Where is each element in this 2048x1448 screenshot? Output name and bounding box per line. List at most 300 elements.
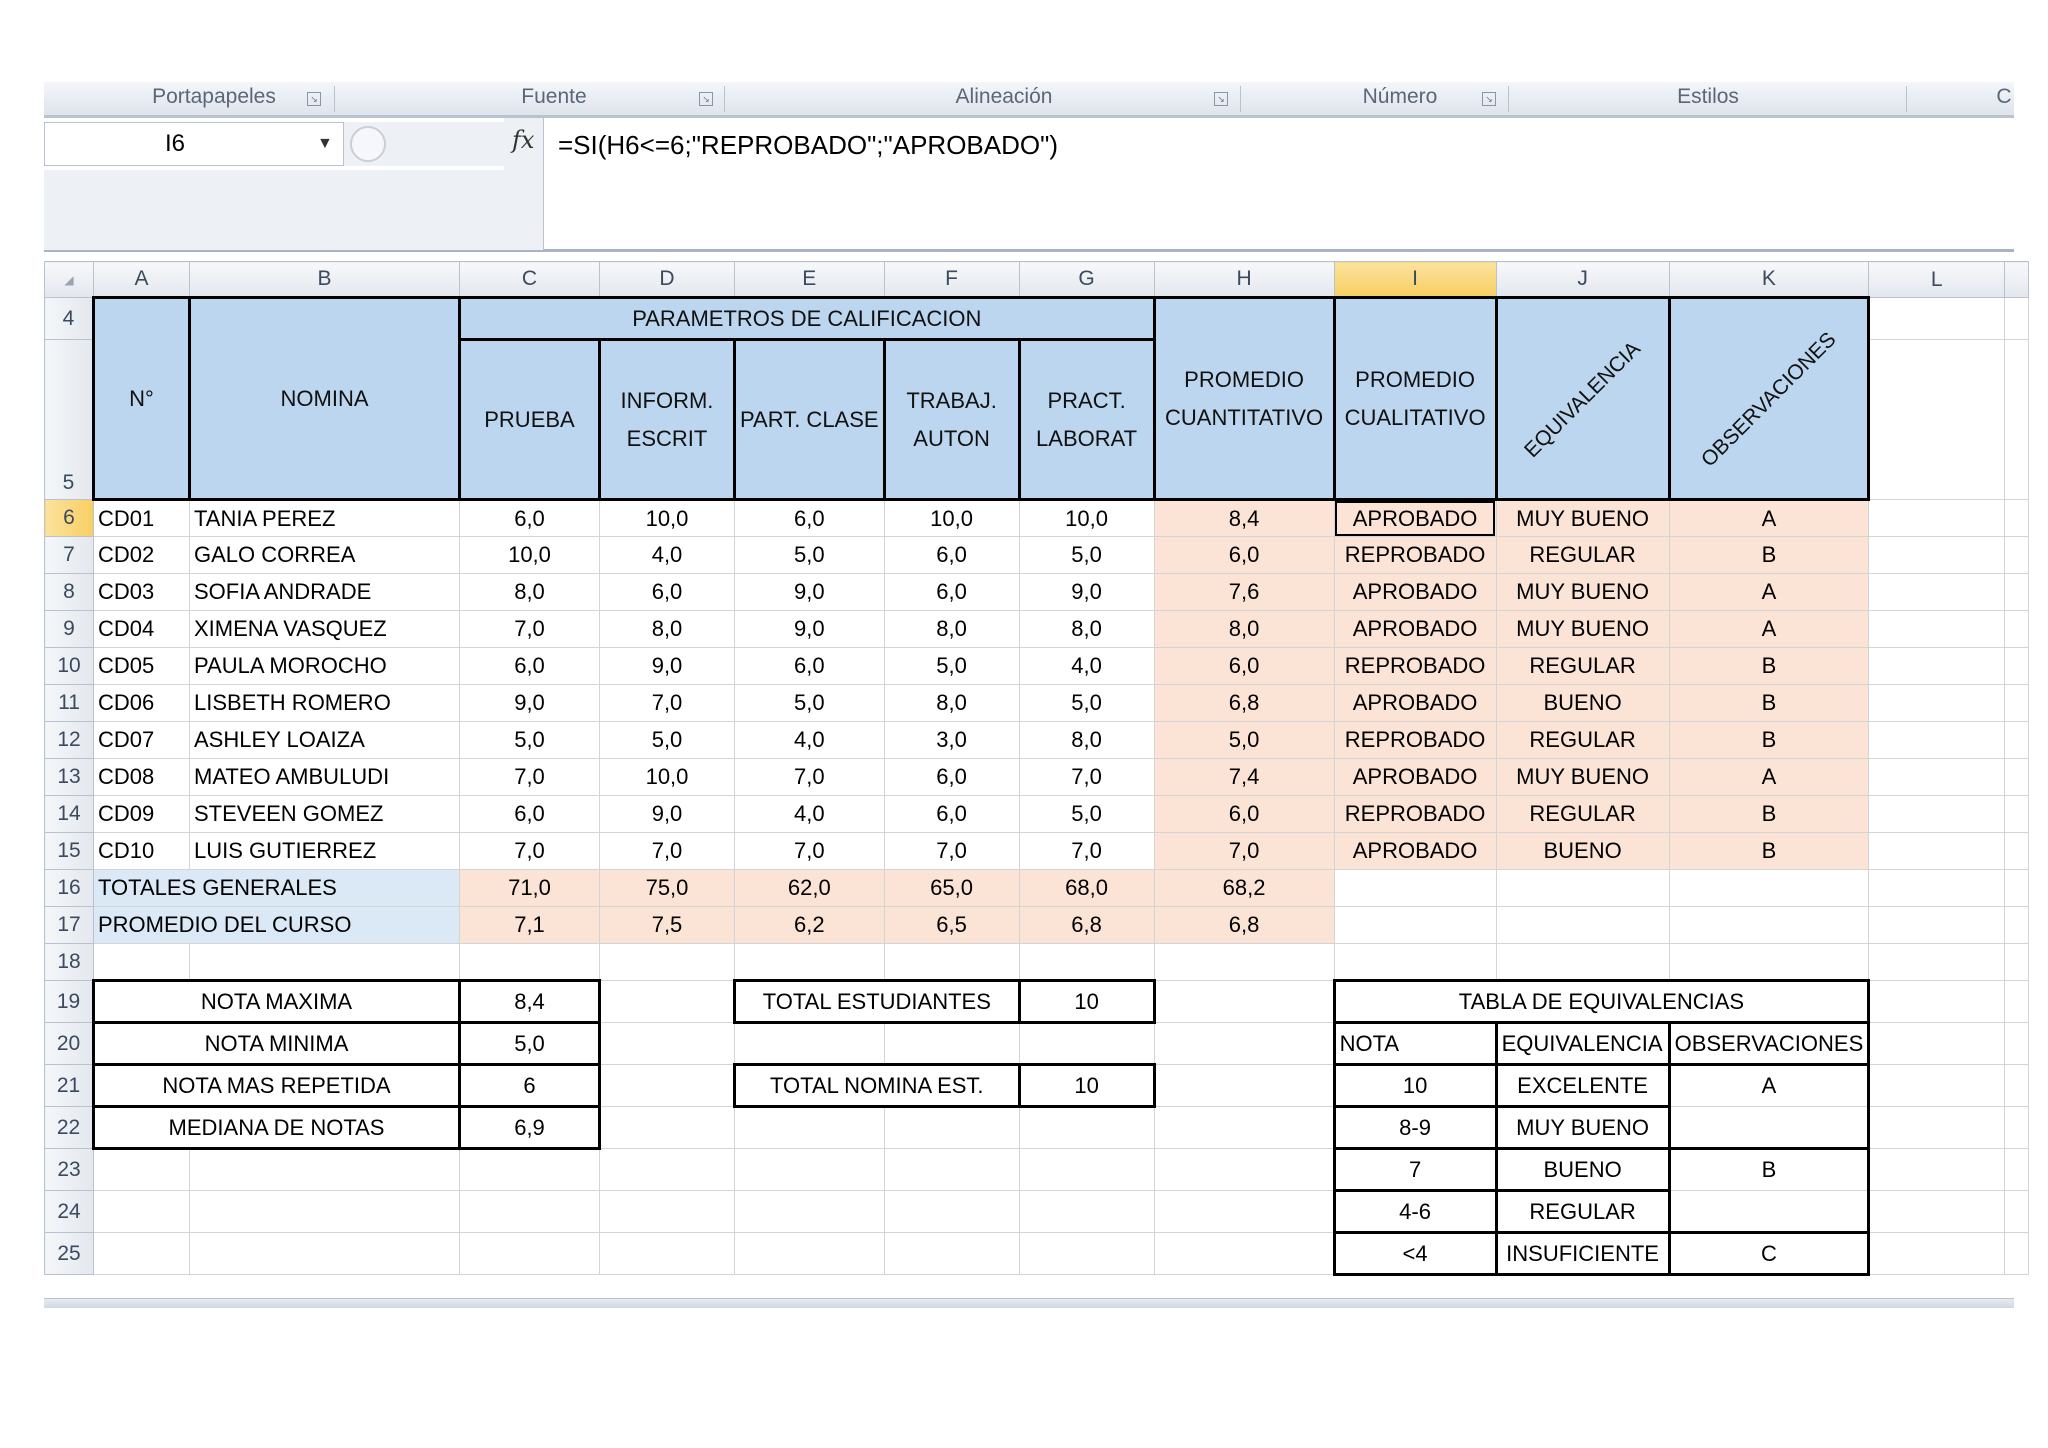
cell[interactable] [600,1107,735,1149]
count-nomina-value[interactable]: 10 [1019,1065,1154,1107]
cell[interactable] [1154,1191,1334,1233]
cell-trabaj[interactable]: 6,0 [884,574,1019,611]
row-header-21[interactable]: 21 [45,1065,94,1107]
cell[interactable] [190,944,460,981]
cell-promedio-cuantitativo[interactable]: 7,4 [1154,759,1334,796]
cell[interactable] [2005,500,2029,537]
cell-observaciones[interactable]: B [1669,685,1869,722]
cell[interactable] [1496,907,1669,944]
cell[interactable] [1869,722,2005,759]
column-header-k[interactable]: K [1669,262,1869,298]
cell[interactable] [735,944,885,981]
row-header-25[interactable]: 25 [45,1233,94,1275]
cell[interactable] [2005,1065,2029,1107]
column-header-a[interactable]: A [94,262,190,298]
row-header-18[interactable]: 18 [45,944,94,981]
avg-part[interactable]: 6,2 [735,907,885,944]
column-header-i[interactable]: I [1334,262,1496,298]
cell[interactable] [1869,574,2005,611]
cell[interactable] [1334,870,1496,907]
cell[interactable] [1496,944,1669,981]
cell[interactable] [2005,574,2029,611]
cell-part[interactable]: 6,0 [735,500,885,537]
cell[interactable] [2005,1233,2029,1275]
formula-input[interactable]: =SI(H6<=6;"REPROBADO";"APROBADO") [558,130,1059,160]
cell-student-name[interactable]: LUIS GUTIERREZ [190,833,460,870]
column-header-h[interactable]: H [1154,262,1334,298]
cell-pract[interactable]: 5,0 [1019,685,1154,722]
cell-promedio-cualitativo[interactable]: REPROBADO [1334,722,1496,759]
chevron-down-icon[interactable]: ▼ [317,135,333,152]
cell[interactable] [2005,1107,2029,1149]
cell[interactable] [1869,907,2005,944]
cell[interactable] [1869,1233,2005,1275]
total-part[interactable]: 62,0 [735,870,885,907]
total-inform[interactable]: 75,0 [600,870,735,907]
cell-equivalencia[interactable]: REGULAR [1496,537,1669,574]
cell-student-name[interactable]: MATEO AMBULUDI [190,759,460,796]
row-header-10[interactable]: 10 [45,648,94,685]
stat-max-value[interactable]: 8,4 [460,981,600,1023]
cell-promedio-cualitativo[interactable]: APROBADO [1334,833,1496,870]
dialog-launcher-icon[interactable]: ↘ [699,92,713,106]
cell[interactable] [600,1233,735,1275]
equiv-nota-3[interactable]: 4-6 [1334,1191,1496,1233]
cell[interactable] [1869,944,2005,981]
active-cell[interactable]: APROBADO [1334,500,1496,537]
cell[interactable] [460,944,600,981]
cell-promedio-cualitativo[interactable]: APROBADO [1334,611,1496,648]
cell[interactable] [1154,1065,1334,1107]
cell[interactable] [884,1191,1019,1233]
cell[interactable] [2005,759,2029,796]
stat-max-label[interactable]: NOTA MAXIMA [94,981,460,1023]
avg-prueba[interactable]: 7,1 [460,907,600,944]
cell-observaciones[interactable]: A [1669,759,1869,796]
avg-pract[interactable]: 6,8 [1019,907,1154,944]
cell-inform[interactable]: 7,0 [600,685,735,722]
equiv-nota-4[interactable]: <4 [1334,1233,1496,1275]
row-header-12[interactable]: 12 [45,722,94,759]
cell[interactable] [600,1149,735,1191]
total-prueba[interactable]: 71,0 [460,870,600,907]
cell-promedio-cuantitativo[interactable]: 7,6 [1154,574,1334,611]
cell-student-code[interactable]: CD09 [94,796,190,833]
cell[interactable] [190,1149,460,1191]
cell-pract[interactable]: 5,0 [1019,796,1154,833]
cell[interactable] [1869,611,2005,648]
cell[interactable] [1669,944,1869,981]
cell[interactable] [1154,944,1334,981]
total-pract[interactable]: 68,0 [1019,870,1154,907]
row-header-8[interactable]: 8 [45,574,94,611]
row-header-14[interactable]: 14 [45,796,94,833]
cell-observaciones[interactable]: B [1669,722,1869,759]
stat-mode-value[interactable]: 6 [460,1065,600,1107]
cell[interactable] [600,1023,735,1065]
cell-promedio-cuantitativo[interactable]: 8,4 [1154,500,1334,537]
cell-inform[interactable]: 9,0 [600,648,735,685]
ribbon-group-portapapeles[interactable]: Portapapeles [152,85,276,108]
cell-part[interactable]: 7,0 [735,833,885,870]
cell[interactable] [2005,722,2029,759]
cell[interactable] [1019,1023,1154,1065]
header-inform[interactable]: INFORM. ESCRIT [600,340,735,500]
header-part-clase[interactable]: PART. CLASE [735,340,885,500]
equiv-equiv-2[interactable]: BUENO [1496,1149,1669,1191]
cell[interactable] [600,1065,735,1107]
cell-part[interactable]: 5,0 [735,537,885,574]
equiv-nota-0[interactable]: 10 [1334,1065,1496,1107]
dialog-launcher-icon[interactable]: ↘ [307,92,321,106]
cell[interactable] [1869,685,2005,722]
equiv-header-observaciones[interactable]: OBSERVACIONES [1669,1023,1869,1065]
cell[interactable] [1869,648,2005,685]
cell-trabaj[interactable]: 5,0 [884,648,1019,685]
cell[interactable] [460,1191,600,1233]
ribbon-group-estilos[interactable]: Estilos [1677,85,1739,108]
cell-inform[interactable]: 4,0 [600,537,735,574]
cell-observaciones[interactable]: B [1669,796,1869,833]
cell[interactable] [1869,1023,2005,1065]
cell[interactable] [1869,298,2005,340]
cell[interactable] [735,1233,885,1275]
row-header-22[interactable]: 22 [45,1107,94,1149]
cell-inform[interactable]: 9,0 [600,796,735,833]
cell-prueba[interactable]: 6,0 [460,796,600,833]
cell-student-code[interactable]: CD10 [94,833,190,870]
cell-student-name[interactable]: GALO CORREA [190,537,460,574]
cell-prueba[interactable]: 10,0 [460,537,600,574]
cell-student-code[interactable]: CD06 [94,685,190,722]
equiv-obs-1[interactable] [1669,1107,1869,1149]
column-header-m[interactable] [2005,262,2029,298]
cell-promedio-cualitativo[interactable]: REPROBADO [1334,796,1496,833]
cell[interactable] [1869,500,2005,537]
dialog-launcher-icon[interactable]: ↘ [1214,92,1228,106]
row-header-24[interactable]: 24 [45,1191,94,1233]
totals-label[interactable]: TOTALES GENERALES [94,870,460,907]
cell[interactable] [2005,833,2029,870]
equiv-obs-2[interactable]: B [1669,1149,1869,1191]
stat-median-label[interactable]: MEDIANA DE NOTAS [94,1107,460,1149]
cell[interactable] [1019,1107,1154,1149]
header-trabaj[interactable]: TRABAJ. AUTON [884,340,1019,500]
cell-inform[interactable]: 10,0 [600,500,735,537]
fx-icon[interactable]: fx [512,126,535,154]
cell[interactable] [1869,340,2005,500]
cell[interactable] [884,944,1019,981]
sheet-tab-bar[interactable] [44,1298,2014,1308]
cell-equivalencia[interactable]: REGULAR [1496,796,1669,833]
cell[interactable] [2005,298,2029,340]
column-header-c[interactable]: C [460,262,600,298]
cell[interactable] [2005,1149,2029,1191]
cell[interactable] [1869,833,2005,870]
row-header-5[interactable]: 5 [45,340,94,500]
cell[interactable] [1869,870,2005,907]
cell-promedio-cuantitativo[interactable]: 7,0 [1154,833,1334,870]
row-header-17[interactable]: 17 [45,907,94,944]
cell-pract[interactable]: 8,0 [1019,611,1154,648]
cell[interactable] [94,1233,190,1275]
header-nomina[interactable]: NOMINA [190,298,460,500]
cell-promedio-cuantitativo[interactable]: 5,0 [1154,722,1334,759]
avg-trabaj[interactable]: 6,5 [884,907,1019,944]
equiv-nota-2[interactable]: 7 [1334,1149,1496,1191]
cell-student-code[interactable]: CD05 [94,648,190,685]
cell-observaciones[interactable]: A [1669,500,1869,537]
row-header-23[interactable]: 23 [45,1149,94,1191]
cell-inform[interactable]: 6,0 [600,574,735,611]
cell-prueba[interactable]: 7,0 [460,833,600,870]
cell-student-code[interactable]: CD03 [94,574,190,611]
cell-student-code[interactable]: CD08 [94,759,190,796]
row-header-15[interactable]: 15 [45,833,94,870]
cell-trabaj[interactable]: 6,0 [884,796,1019,833]
cell[interactable] [600,981,735,1023]
cell[interactable] [2005,981,2029,1023]
dialog-launcher-icon[interactable]: ↘ [1482,92,1496,106]
stat-min-value[interactable]: 5,0 [460,1023,600,1065]
cell-inform[interactable]: 8,0 [600,611,735,648]
cell-promedio-cualitativo[interactable]: REPROBADO [1334,648,1496,685]
header-parametros[interactable]: PARAMETROS DE CALIFICACION [460,298,1155,340]
cell-part[interactable]: 7,0 [735,759,885,796]
cell-student-name[interactable]: TANIA PEREZ [190,500,460,537]
cell[interactable] [190,1233,460,1275]
cell-student-name[interactable]: ASHLEY LOAIZA [190,722,460,759]
cell-prueba[interactable]: 7,0 [460,759,600,796]
cell-equivalencia[interactable]: MUY BUENO [1496,611,1669,648]
cell[interactable] [884,1023,1019,1065]
cell[interactable] [1869,981,2005,1023]
cell-promedio-cualitativo[interactable]: APROBADO [1334,759,1496,796]
cell[interactable] [1019,1149,1154,1191]
cell[interactable] [2005,537,2029,574]
row-header-19[interactable]: 19 [45,981,94,1023]
cell-student-code[interactable]: CD07 [94,722,190,759]
cell[interactable] [94,1191,190,1233]
cell[interactable] [94,944,190,981]
column-header-f[interactable]: F [884,262,1019,298]
cell-promedio-cuantitativo[interactable]: 6,0 [1154,537,1334,574]
equiv-header-nota[interactable]: NOTA [1334,1023,1496,1065]
column-header-g[interactable]: G [1019,262,1154,298]
cell[interactable] [735,1023,885,1065]
cell-equivalencia[interactable]: MUY BUENO [1496,500,1669,537]
avg-promedio[interactable]: 6,8 [1154,907,1334,944]
cell[interactable] [1869,759,2005,796]
cell-pract[interactable]: 9,0 [1019,574,1154,611]
cell[interactable] [1669,907,1869,944]
cell-promedio-cuantitativo[interactable]: 8,0 [1154,611,1334,648]
stat-median-value[interactable]: 6,9 [460,1107,600,1149]
cell-pract[interactable]: 4,0 [1019,648,1154,685]
cell-equivalencia[interactable]: BUENO [1496,833,1669,870]
cell[interactable] [1154,1107,1334,1149]
ribbon-group-alineacion[interactable]: Alineación [955,85,1053,108]
cell-inform[interactable]: 5,0 [600,722,735,759]
equiv-obs-4[interactable]: C [1669,1233,1869,1275]
column-header-b[interactable]: B [190,262,460,298]
equiv-table-title[interactable]: TABLA DE EQUIVALENCIAS [1334,981,1869,1023]
cell-part[interactable]: 9,0 [735,611,885,648]
cell[interactable] [1334,907,1496,944]
cell-equivalencia[interactable]: REGULAR [1496,722,1669,759]
cell-observaciones[interactable]: B [1669,537,1869,574]
cell-part[interactable]: 6,0 [735,648,885,685]
equiv-nota-1[interactable]: 8-9 [1334,1107,1496,1149]
cell-part[interactable]: 9,0 [735,574,885,611]
cell-promedio-cuantitativo[interactable]: 6,8 [1154,685,1334,722]
equiv-obs-3[interactable] [1669,1191,1869,1233]
cell-student-code[interactable]: CD04 [94,611,190,648]
cell[interactable] [2005,870,2029,907]
cell[interactable] [1869,1065,2005,1107]
header-n[interactable]: N° [94,298,190,500]
cell-trabaj[interactable]: 10,0 [884,500,1019,537]
cell[interactable] [2005,1023,2029,1065]
cell-equivalencia[interactable]: MUY BUENO [1496,574,1669,611]
cell-inform[interactable]: 10,0 [600,759,735,796]
count-total-value[interactable]: 10 [1019,981,1154,1023]
header-promedio-cuantitativo[interactable]: PROMEDIO CUANTITATIVO [1154,298,1334,500]
cell[interactable] [2005,907,2029,944]
total-trabaj[interactable]: 65,0 [884,870,1019,907]
cell[interactable] [1154,1149,1334,1191]
count-nomina-label[interactable]: TOTAL NOMINA EST. [735,1065,1020,1107]
row-header-4[interactable]: 4 [45,298,94,340]
header-equivalencia[interactable] [1496,298,1669,500]
cell[interactable] [735,1107,885,1149]
cell[interactable] [2005,685,2029,722]
cell[interactable] [1869,1191,2005,1233]
cell[interactable] [884,1233,1019,1275]
header-prueba[interactable]: PRUEBA [460,340,600,500]
cell[interactable] [1019,944,1154,981]
cell-observaciones[interactable]: B [1669,833,1869,870]
column-header-d[interactable]: D [600,262,735,298]
name-box[interactable] [44,122,344,166]
cell[interactable] [2005,1191,2029,1233]
cell-student-code[interactable]: CD02 [94,537,190,574]
cell-equivalencia[interactable]: MUY BUENO [1496,759,1669,796]
cell-promedio-cuantitativo[interactable]: 6,0 [1154,648,1334,685]
cell[interactable] [2005,611,2029,648]
column-header-j[interactable]: J [1496,262,1669,298]
row-header-6[interactable]: 6 [45,500,94,537]
cell-prueba[interactable]: 9,0 [460,685,600,722]
cell[interactable] [190,1191,460,1233]
stat-min-label[interactable]: NOTA MINIMA [94,1023,460,1065]
cell-pract[interactable]: 5,0 [1019,537,1154,574]
cell-promedio-cualitativo[interactable]: APROBADO [1334,685,1496,722]
cell-part[interactable]: 4,0 [735,722,885,759]
cell-part[interactable]: 5,0 [735,685,885,722]
header-promedio-cualitativo[interactable]: PROMEDIO CUALITATIVO [1334,298,1496,500]
cell[interactable] [1496,870,1669,907]
cell-inform[interactable]: 7,0 [600,833,735,870]
cell[interactable] [2005,340,2029,500]
cell[interactable] [460,1149,600,1191]
ribbon-group-fuente[interactable]: Fuente [521,85,587,108]
cell[interactable] [1869,537,2005,574]
averages-label[interactable]: PROMEDIO DEL CURSO [94,907,460,944]
cell-pract[interactable]: 7,0 [1019,833,1154,870]
cell[interactable] [884,1149,1019,1191]
avg-inform[interactable]: 7,5 [600,907,735,944]
cell-trabaj[interactable]: 3,0 [884,722,1019,759]
cell[interactable] [1869,1149,2005,1191]
equiv-equiv-4[interactable]: INSUFICIENTE [1496,1233,1669,1275]
cell[interactable] [1019,1191,1154,1233]
cell-equivalencia[interactable]: REGULAR [1496,648,1669,685]
expand-handle-icon[interactable] [350,126,386,162]
header-observaciones[interactable] [1669,298,1869,500]
cell[interactable] [1334,944,1496,981]
cell[interactable] [735,1149,885,1191]
row-header-9[interactable]: 9 [45,611,94,648]
cell-student-code[interactable]: CD01 [94,500,190,537]
equiv-equiv-1[interactable]: MUY BUENO [1496,1107,1669,1149]
cell[interactable] [460,1233,600,1275]
row-header-11[interactable]: 11 [45,685,94,722]
total-promedio[interactable]: 68,2 [1154,870,1334,907]
equiv-equiv-0[interactable]: EXCELENTE [1496,1065,1669,1107]
cell[interactable] [1869,1107,2005,1149]
header-pract[interactable]: PRACT. LABORAT [1019,340,1154,500]
equiv-obs-0[interactable]: A [1669,1065,1869,1107]
stat-mode-label[interactable]: NOTA MAS REPETIDA [94,1065,460,1107]
column-header-l[interactable]: L [1869,262,2005,298]
cell[interactable] [1669,870,1869,907]
cell-pract[interactable]: 10,0 [1019,500,1154,537]
cell-trabaj[interactable]: 6,0 [884,759,1019,796]
cell-trabaj[interactable]: 8,0 [884,685,1019,722]
column-header-e[interactable]: E [735,262,885,298]
cell-promedio-cualitativo[interactable]: APROBADO [1334,574,1496,611]
cell-student-name[interactable]: LISBETH ROMERO [190,685,460,722]
count-total-label[interactable]: TOTAL ESTUDIANTES [735,981,1020,1023]
cell-trabaj[interactable]: 8,0 [884,611,1019,648]
cell[interactable] [94,1149,190,1191]
select-all-corner[interactable]: ◢ [45,262,94,298]
row-header-20[interactable]: 20 [45,1023,94,1065]
cell[interactable] [600,1191,735,1233]
cell[interactable] [1154,981,1334,1023]
cell[interactable] [2005,796,2029,833]
cell-part[interactable]: 4,0 [735,796,885,833]
cell[interactable] [600,944,735,981]
cell-promedio-cuantitativo[interactable]: 6,0 [1154,796,1334,833]
cell[interactable] [1019,1233,1154,1275]
cell[interactable] [2005,944,2029,981]
equiv-header-equivalencia[interactable]: EQUIVALENCIA [1496,1023,1669,1065]
cell-prueba[interactable]: 5,0 [460,722,600,759]
cell[interactable] [884,1107,1019,1149]
cell-pract[interactable]: 7,0 [1019,759,1154,796]
cell-student-name[interactable]: XIMENA VASQUEZ [190,611,460,648]
cell[interactable] [2005,648,2029,685]
row-header-7[interactable]: 7 [45,537,94,574]
cell-trabaj[interactable]: 7,0 [884,833,1019,870]
cell[interactable] [735,1191,885,1233]
cell-student-name[interactable]: PAULA MOROCHO [190,648,460,685]
cell[interactable] [1154,1233,1334,1275]
cell-prueba[interactable]: 7,0 [460,611,600,648]
ribbon-group-numero[interactable]: Número [1362,85,1438,108]
